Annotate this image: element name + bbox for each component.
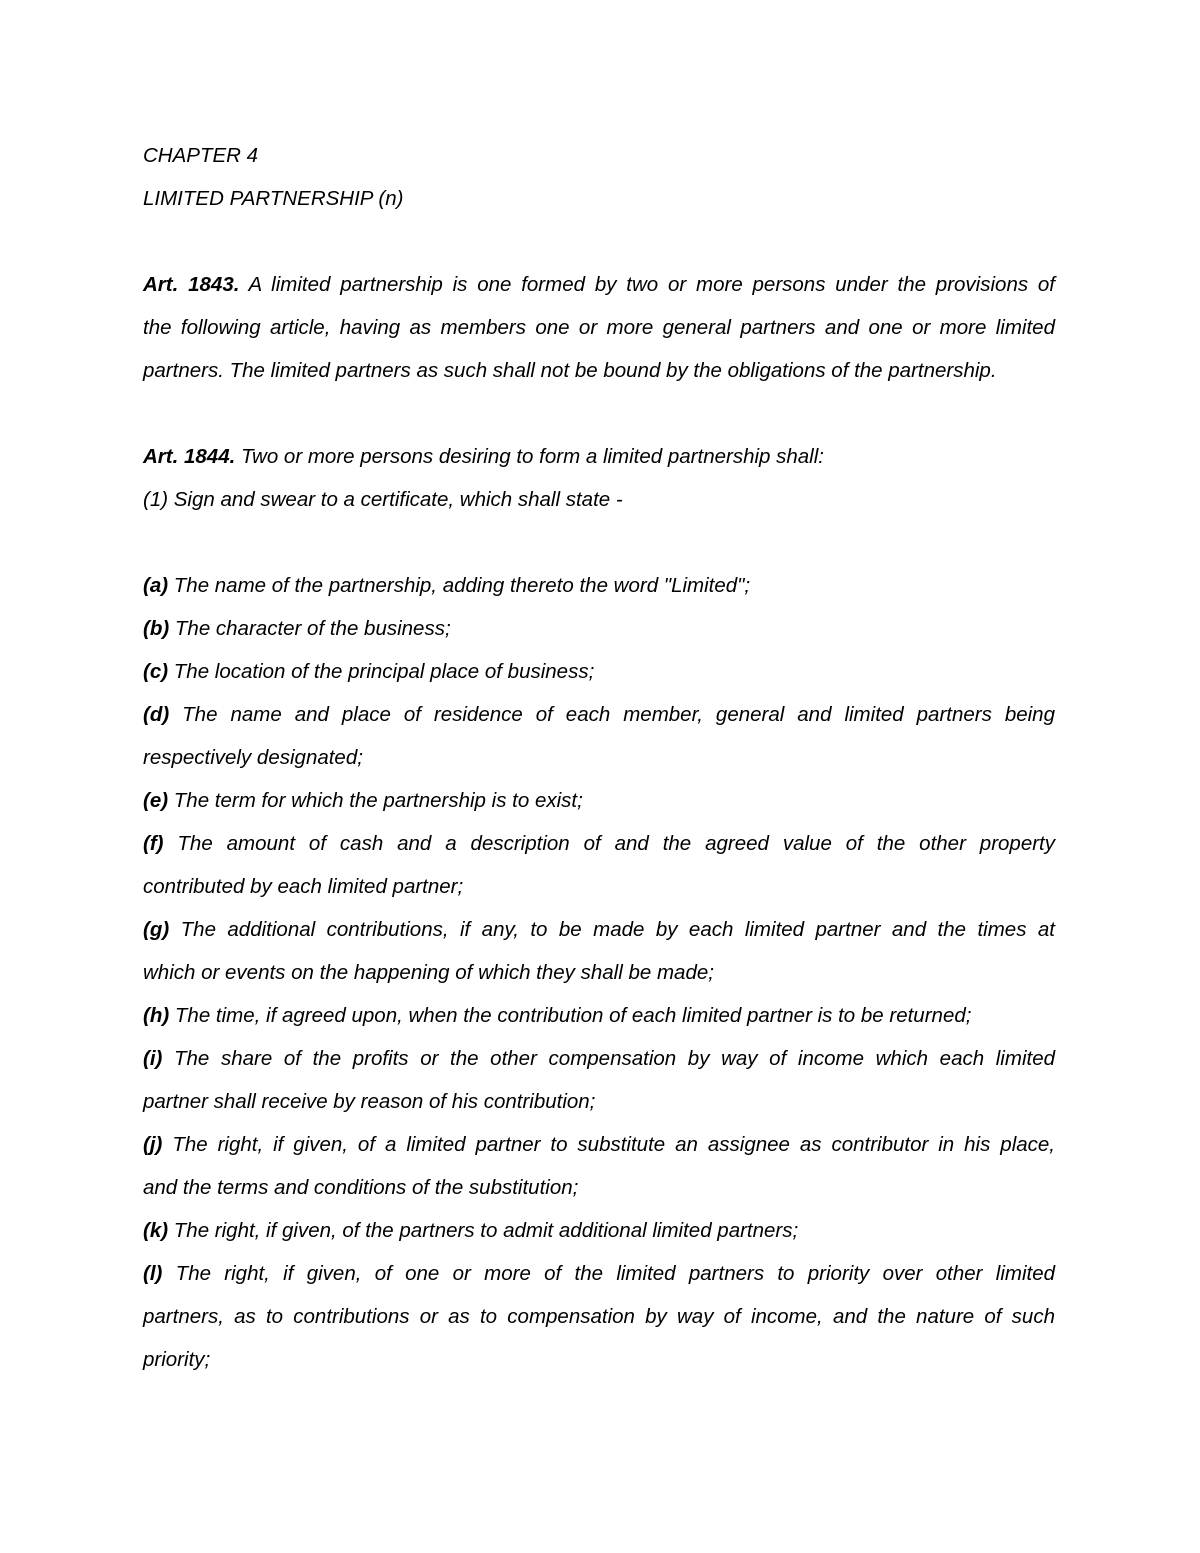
spacer bbox=[143, 398, 1055, 441]
clause-text: The additional contributions, if any, to be made by each limited partner and the times at bbox=[180, 918, 1055, 941]
clause-text: The time, if agreed upon, when the contribution of each limited partner is to be returned; bbox=[174, 1004, 972, 1027]
clause-j-line-1 bbox=[143, 1129, 1055, 1172]
clause-text: The name and place of residence of each member, general and limited partners being bbox=[182, 703, 1055, 726]
clause-g-line-1 bbox=[143, 914, 1055, 957]
article-1843-line-3: partners. The limited partners as such shall not be bound by the obligations of the partnership. bbox=[143, 359, 997, 382]
clause-text: The location of the principal place of business; bbox=[173, 660, 595, 683]
clause-label: (g) bbox=[143, 918, 170, 941]
article-1843-line-1: Art. 1843. A limited partnership is one formed by two or more persons under the provisions of bbox=[143, 273, 1055, 296]
article-1844-line-2: (1) Sign and swear to a certificate, which shall state - bbox=[143, 488, 623, 511]
clause-label: (b) bbox=[143, 617, 170, 640]
clause-text: The right, if given, of one or more of the limited partners to priority over other limited bbox=[175, 1262, 1056, 1285]
clause-label: (i) bbox=[143, 1047, 163, 1070]
clause-text: The right, if given, of the partners to admit additional limited partners; bbox=[173, 1219, 799, 1242]
clause-e bbox=[143, 785, 1055, 828]
clause-b bbox=[143, 613, 1055, 656]
clause-label: (j) bbox=[143, 1133, 163, 1156]
document-body bbox=[143, 140, 1055, 1387]
clause-text: The amount of cash and a description of and the agreed value of the other property bbox=[177, 832, 1056, 855]
clause-a bbox=[143, 570, 1055, 613]
clause-l-line-3: priority; bbox=[143, 1348, 211, 1371]
clause-label: (a) bbox=[143, 574, 169, 597]
clause-i-line-1 bbox=[143, 1043, 1055, 1086]
article-text: Two or more persons desiring to form a limited partnership shall: bbox=[241, 445, 824, 468]
clause-h bbox=[143, 1000, 1055, 1043]
article-1844-line-1: Art. 1844. Two or more persons desiring to form a limited partnership shall: bbox=[143, 445, 824, 468]
clause-k bbox=[143, 1215, 1055, 1258]
clause-label: (e) bbox=[143, 789, 169, 812]
clause-label: (d) bbox=[143, 703, 170, 726]
spacer bbox=[143, 527, 1055, 570]
clause-text: The name of the partnership, adding thereto the word "Limited"; bbox=[173, 574, 751, 597]
clause-text: The share of the profits or the other compensation by way of income which each limited bbox=[174, 1047, 1055, 1070]
article-text: A limited partnership is one formed by two or more persons under the provisions of bbox=[248, 273, 1055, 296]
clause-label: (l) bbox=[143, 1262, 163, 1285]
clause-text: The right, if given, of a limited partner to substitute an assignee as contributor in his place, bbox=[172, 1133, 1055, 1156]
article-label: Art. 1843 bbox=[143, 273, 234, 296]
article-1843-line-2: the following article, having as members one or more general partners and one or more limited bbox=[143, 316, 1055, 339]
clause-l-line-1 bbox=[143, 1258, 1055, 1301]
clause-l-line-2: partners, as to contributions or as to compensation by way of income, and the nature of such bbox=[143, 1305, 1055, 1328]
article-label: Art. 1844 bbox=[143, 445, 230, 468]
clause-d-line-2: respectively designated; bbox=[143, 746, 363, 769]
clause-d-line-1 bbox=[143, 699, 1055, 742]
clause-label: (c) bbox=[143, 660, 169, 683]
clause-j-line-2: and the terms and conditions of the substitution; bbox=[143, 1176, 579, 1199]
chapter-title: LIMITED PARTNERSHIP (n) bbox=[143, 187, 404, 210]
clause-f-line-1 bbox=[143, 828, 1055, 871]
clause-i-line-2: partner shall receive by reason of his contribution; bbox=[143, 1090, 596, 1113]
spacer bbox=[143, 226, 1055, 269]
clause-text: The character of the business; bbox=[174, 617, 451, 640]
clause-g-line-2: which or events on the happening of which they shall be made; bbox=[143, 961, 714, 984]
clause-text: The term for which the partnership is to exist; bbox=[173, 789, 583, 812]
clause-f-line-2: contributed by each limited partner; bbox=[143, 875, 464, 898]
clause-c bbox=[143, 656, 1055, 699]
clause-label: (f) bbox=[143, 832, 164, 855]
chapter-number: CHAPTER 4 bbox=[143, 144, 259, 167]
clause-label: (h) bbox=[143, 1004, 170, 1027]
clause-label: (k) bbox=[143, 1219, 169, 1242]
